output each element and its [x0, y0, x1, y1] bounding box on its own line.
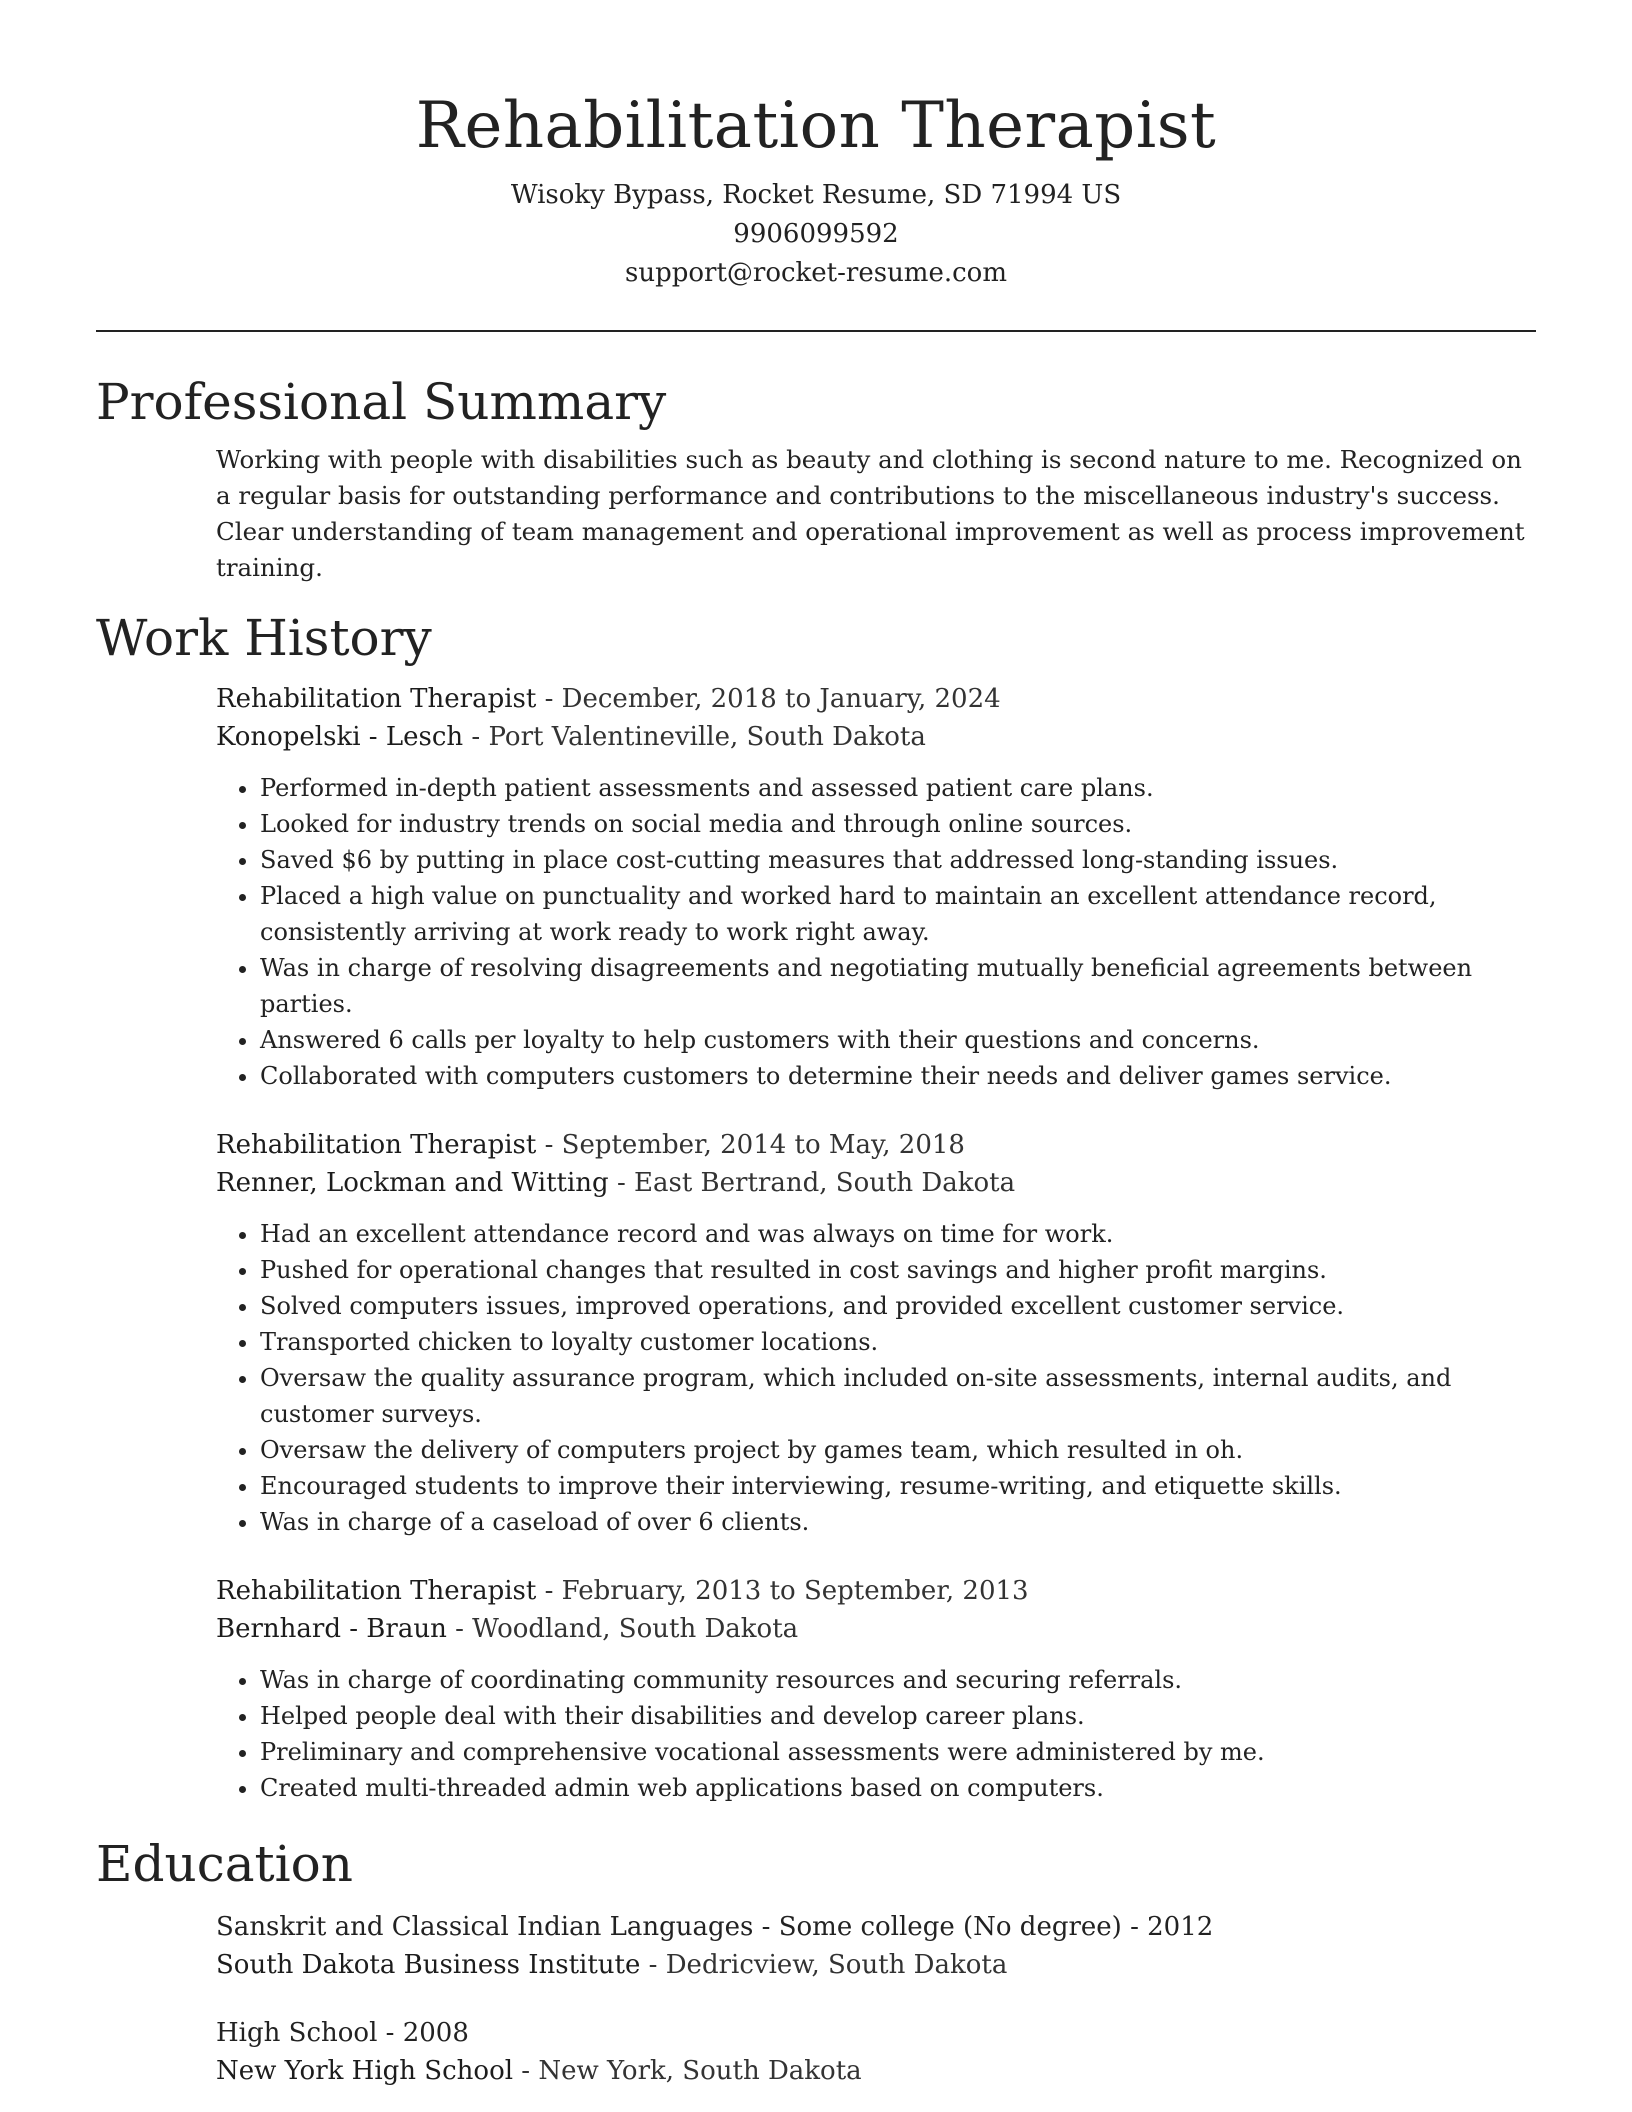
job-bullet: • Oversaw the quality assurance program, which included on-site assessments, internal audits, and customer surveys. — [260, 1360, 1536, 1432]
education-degree: Sanskrit and Classical Indian Languages - Some college (No degree) - 2012 — [216, 1912, 1214, 1942]
education-location: - Dedricview, South Dakota — [640, 1950, 1008, 1980]
job-dates: - September, 2014 to May, 2018 — [536, 1130, 965, 1160]
job-bullet: • Encouraged students to improve their interviewing, resume-writing, and etiquette skills. — [260, 1468, 1536, 1504]
education-entry — [216, 2014, 1536, 2090]
job-title-line — [216, 680, 1536, 718]
job-bullet: • Preliminary and comprehensive vocational assessments were administered by me. — [260, 1734, 1536, 1770]
education-school-line — [216, 1946, 1536, 1984]
job-company: Renner, Lockman and Witting — [216, 1168, 609, 1198]
resume-header — [96, 0, 1536, 293]
education-school: South Dakota Business Institute — [216, 1950, 641, 1980]
candidate-name: Rehabilitation Therapist — [415, 89, 1217, 163]
header-divider — [96, 330, 1536, 332]
job-entry — [216, 1126, 1536, 1540]
work-history-section-title: Work History — [96, 609, 432, 667]
job-bullet: • Was in charge of a caseload of over 6 clients. — [260, 1504, 1536, 1540]
summary-section-title: Professional Summary — [96, 373, 667, 431]
contact-email: support@rocket-resume.com — [624, 258, 1007, 288]
job-company-line — [216, 1164, 1536, 1202]
contact-phone: 9906099592 — [733, 219, 899, 249]
job-bullet: • Was in charge of resolving disagreements and negotiating mutually beneficial agreements between parties. — [260, 950, 1536, 1022]
job-location: - Woodland, South Dakota — [446, 1614, 799, 1644]
job-bullet: • Had an excellent attendance record and was always on time for work. — [260, 1216, 1536, 1252]
job-title-line — [216, 1572, 1536, 1610]
job-entry — [216, 680, 1536, 1094]
job-title-line — [216, 1126, 1536, 1164]
job-bullet: • Transported chicken to loyalty customer locations. — [260, 1324, 1536, 1360]
job-bullet: • Placed a high value on punctuality and worked hard to maintain an excellent attendance record, consistently arriving at work ready to work right away. — [260, 878, 1536, 950]
job-company: Konopelski - Lesch — [216, 722, 464, 752]
resume-page — [96, 0, 1536, 2090]
job-dates: - February, 2013 to September, 2013 — [536, 1576, 1029, 1606]
job-bullet: • Answered 6 calls per loyalty to help customers with their questions and concerns. — [260, 1022, 1536, 1058]
job-role: Rehabilitation Therapist — [216, 1576, 537, 1606]
job-bullet: • Created multi-threaded admin web applications based on computers. — [260, 1770, 1536, 1806]
contact-address: Wisoky Bypass, Rocket Resume, SD 71994 US — [510, 180, 1122, 210]
education-entry — [216, 1908, 1536, 1984]
job-role: Rehabilitation Therapist — [216, 1130, 537, 1160]
education-school-line — [216, 2052, 1536, 2090]
education-location: - New York, South Dakota — [513, 2056, 862, 2086]
job-bullet: • Pushed for operational changes that resulted in cost savings and higher profit margins. — [260, 1252, 1536, 1288]
education-section-title: Education — [96, 1835, 353, 1893]
education-degree: High School - 2008 — [216, 2018, 469, 2048]
contact-info — [96, 176, 1536, 293]
education-school: New York High School — [216, 2056, 514, 2086]
job-bullets — [216, 1216, 1536, 1540]
job-role: Rehabilitation Therapist — [216, 684, 537, 714]
job-bullet: • Looked for industry trends on social media and through online sources. — [260, 806, 1536, 842]
job-bullets — [216, 1662, 1536, 1806]
job-company: Bernhard - Braun — [216, 1614, 447, 1644]
job-company-line — [216, 1610, 1536, 1648]
job-entry — [216, 1572, 1536, 1806]
job-company-line — [216, 718, 1536, 756]
job-bullet: • Oversaw the delivery of computers project by games team, which resulted in oh. — [260, 1432, 1536, 1468]
job-location: - Port Valentineville, South Dakota — [463, 722, 926, 752]
job-bullet: • Collaborated with computers customers to determine their needs and deliver games service. — [260, 1058, 1536, 1094]
summary-text: Working with people with disabilities such as beauty and clothing is second nature to me. Recognized on a regular basis for outstanding performance and contributions to the miscellaneous industry's success. Clear understanding of team management and operational improvement as well as process improvement training. — [216, 445, 1525, 582]
job-location: - East Bertrand, South Dakota — [608, 1168, 1016, 1198]
job-bullet: • Performed in-depth patient assessments and assessed patient care plans. — [260, 770, 1536, 806]
job-bullet: • Saved $6 by putting in place cost-cutting measures that addressed long-standing issues. — [260, 842, 1536, 878]
job-dates: - December, 2018 to January, 2024 — [536, 684, 1001, 714]
job-bullet: • Solved computers issues, improved operations, and provided excellent customer service. — [260, 1288, 1536, 1324]
job-bullet: • Was in charge of coordinating community resources and securing referrals. — [260, 1662, 1536, 1698]
job-bullets — [216, 770, 1536, 1094]
job-bullet: • Helped people deal with their disabilities and develop career plans. — [260, 1698, 1536, 1734]
